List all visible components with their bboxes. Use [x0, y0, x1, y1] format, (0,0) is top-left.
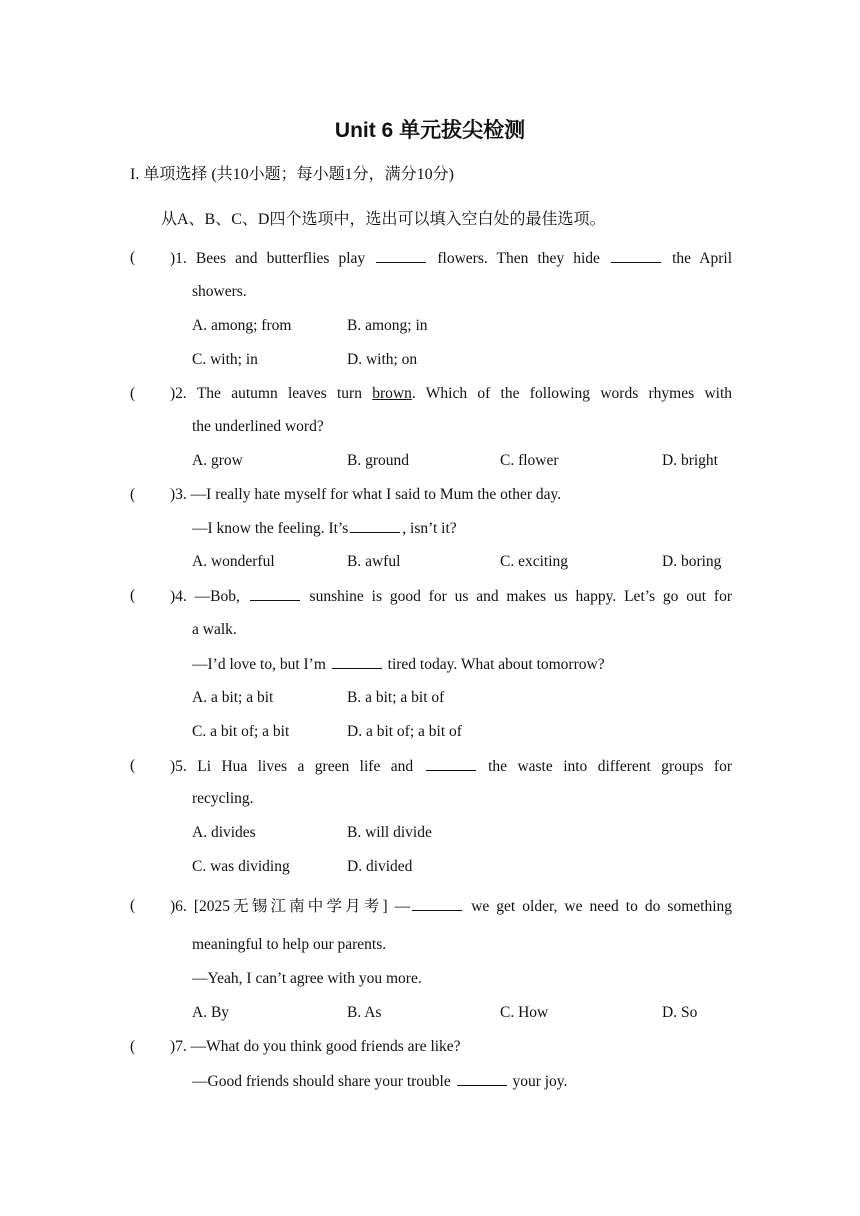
question-text: your joy.: [512, 1073, 568, 1090]
option-c: C. flower: [500, 452, 559, 469]
answer-blank: [376, 248, 426, 263]
option-a: A. a bit; a bit: [192, 689, 274, 706]
question-source: [2025无锡江南中学月考] —: [193, 898, 411, 915]
option-a: A. wonderful: [192, 553, 275, 570]
answer-paren: (: [130, 486, 136, 503]
option-d: D. divided: [347, 858, 413, 875]
option-d: D. with; on: [347, 351, 418, 368]
question-text: —I know the feeling. It’s: [192, 520, 349, 537]
option-b: B. among; in: [347, 317, 428, 334]
question-text: the underlined word?: [192, 418, 324, 435]
option-c: C. exciting: [500, 553, 569, 570]
answer-blank: [332, 654, 382, 669]
question-3: [170, 485, 561, 505]
question-text: [192, 1071, 567, 1092]
question-7: [170, 1037, 461, 1057]
question-text: we get older, we need to do something: [471, 898, 733, 915]
question-text: [192, 518, 457, 539]
question-text: —What do you think good friends are like?: [190, 1038, 461, 1055]
answer-paren: (: [130, 757, 136, 774]
answer-paren: (: [130, 587, 136, 604]
option-d: D. So: [662, 1004, 698, 1021]
question-text: meaningful to help our parents.: [192, 936, 387, 953]
option-b: B. awful: [347, 553, 401, 570]
answer-blank: [350, 518, 400, 533]
question-text: Li Hua lives a green life and: [197, 758, 414, 775]
answer-blank: [426, 756, 476, 771]
page-title: Unit 6 单元拔尖检测: [334, 119, 526, 142]
answer-paren: (: [130, 249, 136, 266]
question-number: )4.: [170, 588, 187, 605]
section-instruction: 从A、B、C、D四个选项中，选出可以填入空白处的最佳选项。: [161, 211, 606, 228]
answer-paren: (: [130, 897, 136, 914]
question-5: [170, 756, 732, 777]
answer-blank: [250, 586, 300, 601]
answer-paren: (: [130, 1038, 136, 1055]
option-a: A. among; from: [192, 317, 292, 334]
answer-blank: [611, 248, 661, 263]
answer-blank: [412, 896, 462, 911]
option-a: A. divides: [192, 824, 256, 841]
question-number: )5.: [170, 758, 187, 775]
option-b: B. will divide: [347, 824, 432, 841]
question-text: —I’d love to, but I’m: [192, 656, 326, 673]
question-number: )7.: [170, 1038, 187, 1055]
option-d: D. a bit of; a bit of: [347, 723, 462, 740]
underlined-word: brown: [372, 385, 412, 402]
question-text: , isn’t it?: [402, 520, 457, 537]
question-number: )6.: [170, 898, 187, 915]
option-c: C. with; in: [192, 351, 258, 368]
option-d: D. bright: [662, 452, 718, 469]
question-text: Bees and butterflies play: [195, 250, 366, 267]
question-number: )2.: [170, 385, 187, 402]
option-d: D. boring: [662, 553, 722, 570]
option-b: B. a bit; a bit of: [347, 689, 445, 706]
option-a: A. grow: [192, 452, 243, 469]
question-4: [170, 586, 732, 607]
question-text: [192, 654, 605, 675]
question-text: —I really hate myself for what I said to Mum the other day.: [190, 486, 562, 503]
question-number: )1.: [170, 250, 187, 267]
option-a: A. By: [192, 1004, 230, 1021]
section-heading: I. 单项选择 (共10小题；每小题1分，满分10分): [130, 166, 454, 183]
question-text: a walk.: [192, 621, 237, 638]
option-c: C. How: [500, 1004, 549, 1021]
question-text: the waste into different groups for: [488, 758, 732, 775]
question-text: showers.: [192, 283, 247, 300]
question-text: —Yeah, I can’t agree with you more.: [192, 970, 422, 987]
question-text: flowers. Then they hide: [437, 250, 600, 267]
question-6: [170, 896, 732, 917]
question-1: [170, 248, 732, 269]
question-text: sunshine is good for us and makes us happy. Let’s go out for: [309, 588, 732, 605]
question-text: recycling.: [192, 790, 254, 807]
question-number: )3.: [170, 486, 187, 503]
question-2: [170, 384, 732, 404]
option-b: B. As: [347, 1004, 382, 1021]
question-text: . Which of the following words rhymes with: [411, 385, 732, 402]
option-c: C. was dividing: [192, 858, 290, 875]
answer-blank: [457, 1071, 507, 1086]
question-text: The autumn leaves turn: [196, 385, 362, 402]
option-b: B. ground: [347, 452, 409, 469]
answer-paren: (: [130, 385, 136, 402]
question-text: tired today. What about tomorrow?: [387, 656, 605, 673]
question-text: —Good friends should share your trouble: [192, 1073, 451, 1090]
question-text: —Bob,: [194, 588, 240, 605]
option-c: C. a bit of; a bit: [192, 723, 290, 740]
question-text: the April: [672, 250, 733, 267]
